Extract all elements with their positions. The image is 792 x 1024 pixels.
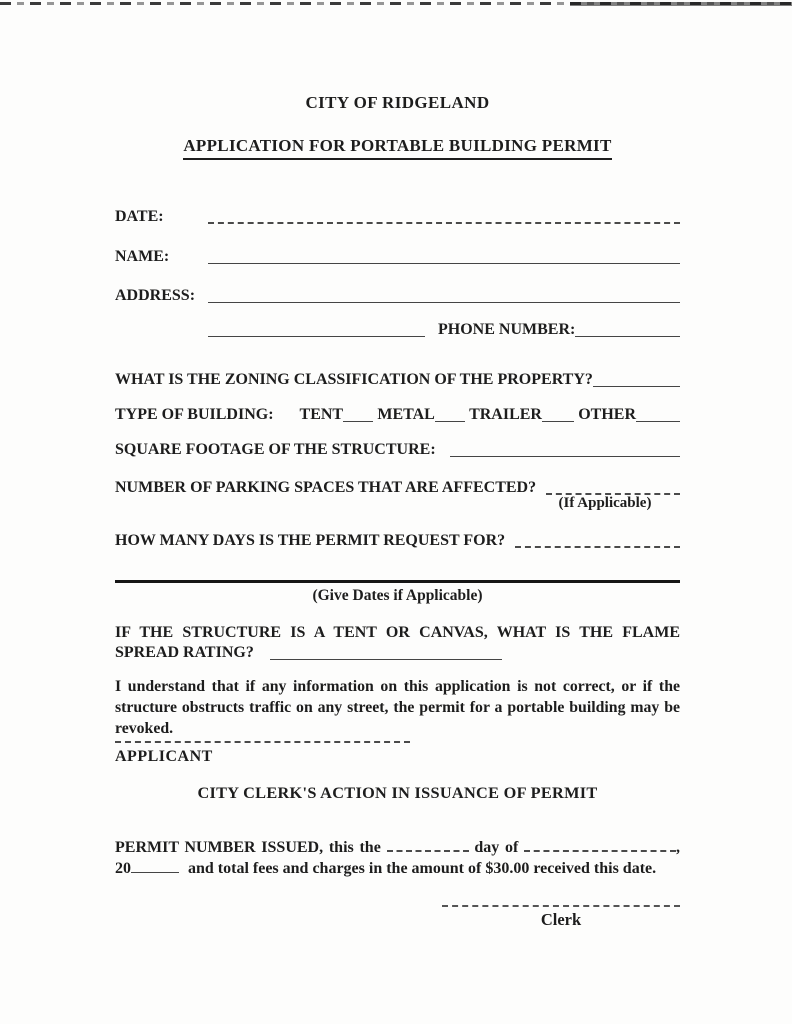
applicant-signature-line [115,741,410,743]
acknowledgement-statement: I understand that if any information on this application is not correct, or if the structure obstructs traffic on any street, the permit for a portable building may be revoked. [115,678,680,737]
square-footage-label: SQUARE FOOTAGE OF THE STRUCTURE: [115,441,436,458]
date-label: DATE: [115,208,164,225]
org-title: CITY OF RIDGELAND [305,93,490,112]
permit-day-blank-line [387,850,469,852]
phone-field-row [115,320,680,340]
square-footage-row [115,440,680,460]
permit-issued-prefix: PERMIT NUMBER ISSUED, this the [115,839,381,856]
permit-line1-comma: , [676,839,681,856]
zoning-question-label: WHAT IS THE ZONING CLASSIFICATION OF THE PROPERTY? [115,371,593,388]
building-option-trailer [469,405,574,425]
building-type-row [115,405,680,425]
parking-question-label: NUMBER OF PARKING SPACES THAT ARE AFFECTED? [115,479,537,496]
give-dates-note: (Give Dates if Applicable) [312,587,483,604]
permit-year-prefix: 20 [115,860,131,877]
name-field-row [115,247,680,267]
zoning-blank-line [593,386,680,387]
clerk-label: Clerk [540,910,582,929]
phone-label: PHONE NUMBER: [438,321,576,338]
flame-rating-blank-line [270,659,502,660]
flame-question-line1: IF THE STRUCTURE IS A TENT OR CANVAS, WHAT IS THE FLAME [115,624,680,641]
address-blank-line [208,302,680,303]
flame-question-line2 [115,643,680,663]
tent-label: TENT [299,406,344,423]
days-question-row [115,531,680,551]
metal-blank-line [435,421,465,422]
metal-label: METAL [377,406,435,423]
clerk-signature-block [442,905,680,930]
name-label: NAME: [115,248,170,265]
building-option-other [578,405,680,425]
permit-issued-line1 [115,837,680,858]
address-label: ADDRESS: [115,287,196,304]
building-type-label: TYPE OF BUILDING: [115,406,274,423]
building-type-options [300,405,680,425]
address-field-row [115,286,680,306]
applicant-label: APPLICANT [115,748,213,765]
date-blank-line [208,222,680,224]
form-title-row [115,135,680,160]
other-blank-line [636,421,680,422]
date-field-row [115,207,680,227]
trailer-label: TRAILER [469,406,542,423]
permit-month-blank-line [524,850,676,852]
form-content [115,0,680,930]
address-continuation-line [208,336,425,337]
permit-fees-text: and total fees and charges in the amount of $30.00 received this date. [188,860,657,877]
permit-day-of-label: day of [474,839,519,856]
dates-blank-line [115,580,680,583]
flame-rating-label: SPREAD RATING? [115,644,254,661]
permit-issued-line2 [115,858,680,879]
building-option-tent [300,405,374,425]
days-question-label: HOW MANY DAYS IS THE PERMIT REQUEST FOR? [115,532,506,549]
building-option-metal [377,405,464,425]
trailer-blank-line [542,421,574,422]
form-title: APPLICATION FOR PORTABLE BUILDING PERMIT [183,135,611,160]
clerk-signature-line [442,905,680,907]
tent-blank-line [343,421,373,422]
clerk-section-heading: CITY CLERK'S ACTION IN ISSUANCE OF PERMIT [197,783,598,802]
parking-if-applicable-note: (If Applicable) [558,495,652,511]
other-label: OTHER [578,406,636,423]
name-blank-line [208,263,680,264]
square-footage-blank-line [450,456,680,457]
days-blank-line [515,546,680,548]
permit-year-blank-line [131,872,179,873]
zoning-question-row [115,370,680,390]
phone-blank-line [575,336,680,337]
